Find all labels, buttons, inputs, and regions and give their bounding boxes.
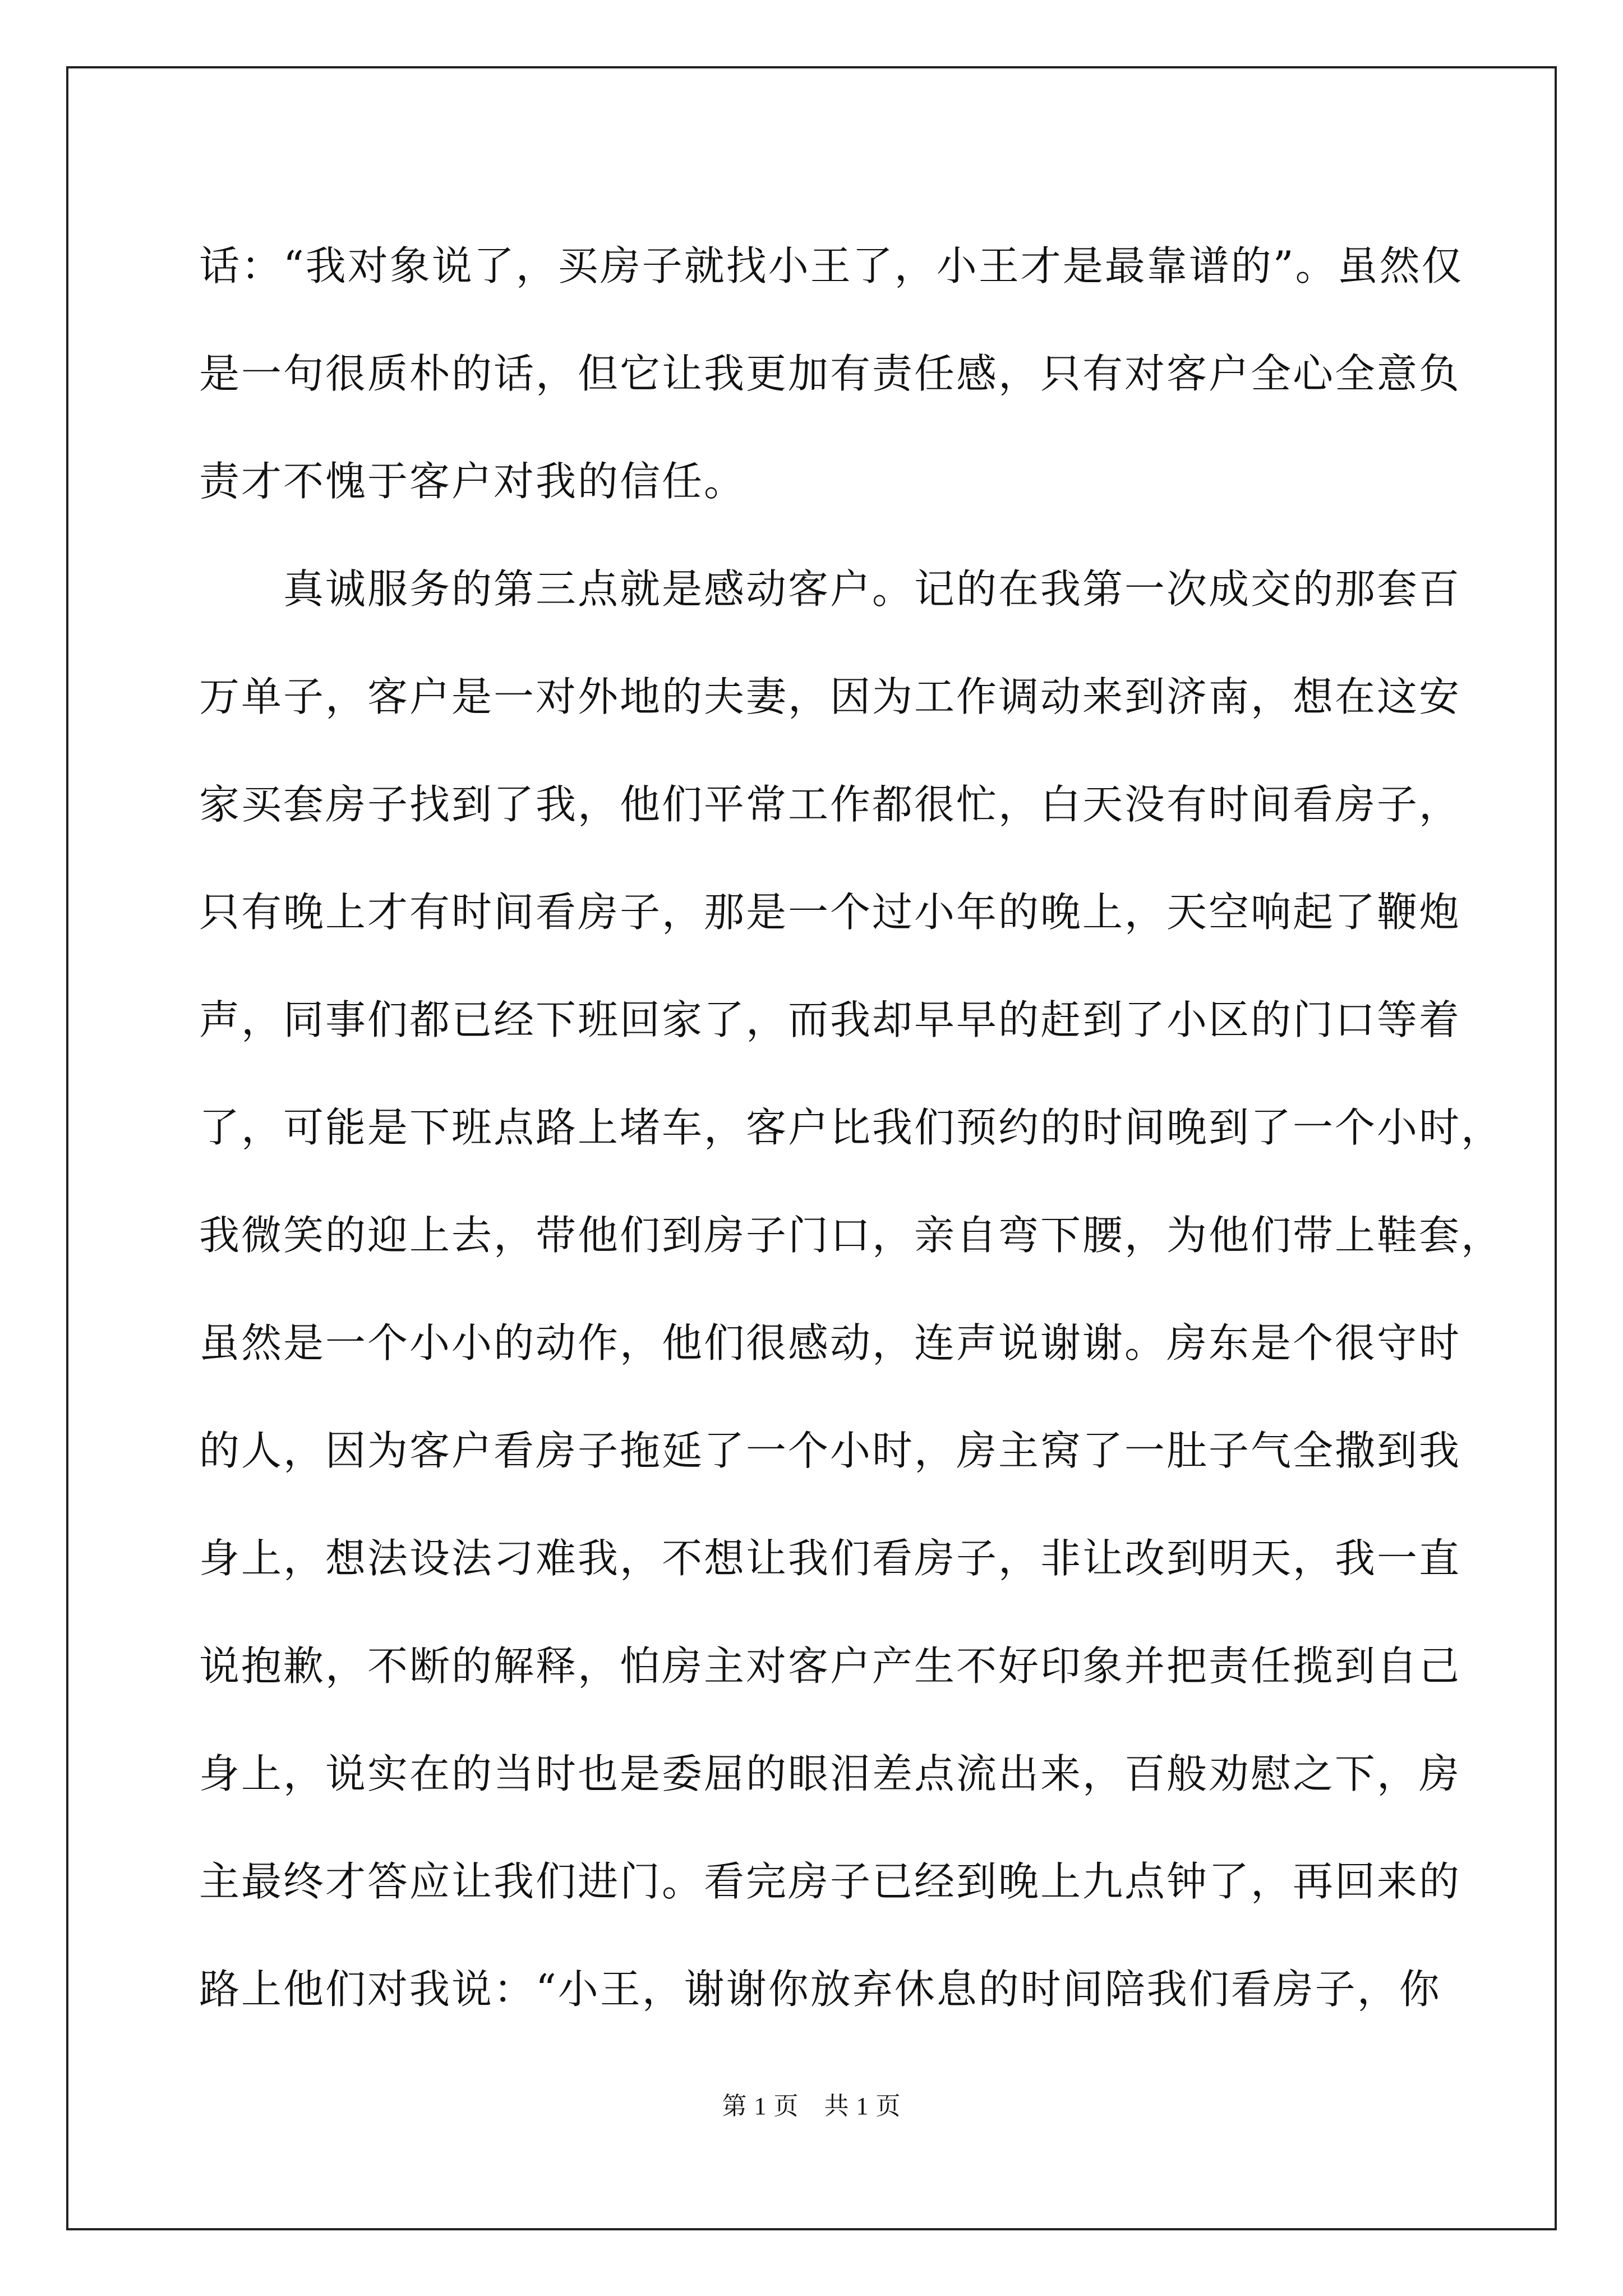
page-footer: 第 1 页 共 1 页: [722, 2092, 901, 2120]
text-line: 声，同事们都已经下班回家了，而我却早早的赶到了小区的门口等着: [199, 996, 1461, 1043]
text-line: 话：“我对象说了，买房子就找小王了，小王才是最靠谱的”。虽然仅: [199, 242, 1464, 289]
text-line: 责才不愧于客户对我的信任。: [199, 458, 746, 505]
text-line: 身上，想法设法刁难我，不想让我们看房子，非让改到明天，我一直: [199, 1535, 1461, 1582]
text-line: 真诚服务的第三点就是感动客户。记的在我第一次成交的那套百: [199, 565, 1461, 613]
document-body: [199, 212, 1504, 2043]
text-line: 主最终才答应让我们进门。看完房子已经到晚上九点钟了，再回来的: [199, 1858, 1461, 1905]
text-line: 是一句很质朴的话，但它让我更加有责任感，只有对客户全心全意负: [199, 350, 1461, 397]
text-line: 虽然是一个小小的动作，他们很感动，连声说谢谢。房东是个很守时: [199, 1319, 1461, 1366]
text-line: 路上他们对我说：“小王，谢谢你放弃休息的时间陪我们看房子，你: [199, 1966, 1441, 2013]
text-line: 身上，说实在的当时也是委屈的眼泪差点流出来，百般劝慰之下，房: [199, 1750, 1461, 1797]
text-line: 了，可能是下班点路上堵车，客户比我们预约的时间晚到了一个小时，: [199, 1104, 1504, 1151]
text-line: 我微笑的迎上去，带他们到房子门口，亲自弯下腰，为他们带上鞋套，: [199, 1212, 1504, 1259]
text-line: 只有晚上才有时间看房子，那是一个过小年的晚上，天空响起了鞭炮: [199, 889, 1461, 936]
text-line: 家买套房子找到了我，他们平常工作都很忙，白天没有时间看房子，: [199, 781, 1461, 828]
text-line: 的人，因为客户看房子拖延了一个小时，房主窝了一肚子气全撒到我: [199, 1427, 1461, 1474]
text-line: 说抱歉，不断的解释，怕房主对客户产生不好印象并把责任揽到自己: [199, 1642, 1461, 1690]
text-line: 万单子，客户是一对外地的夫妻，因为工作调动来到济南，想在这安: [199, 673, 1461, 720]
